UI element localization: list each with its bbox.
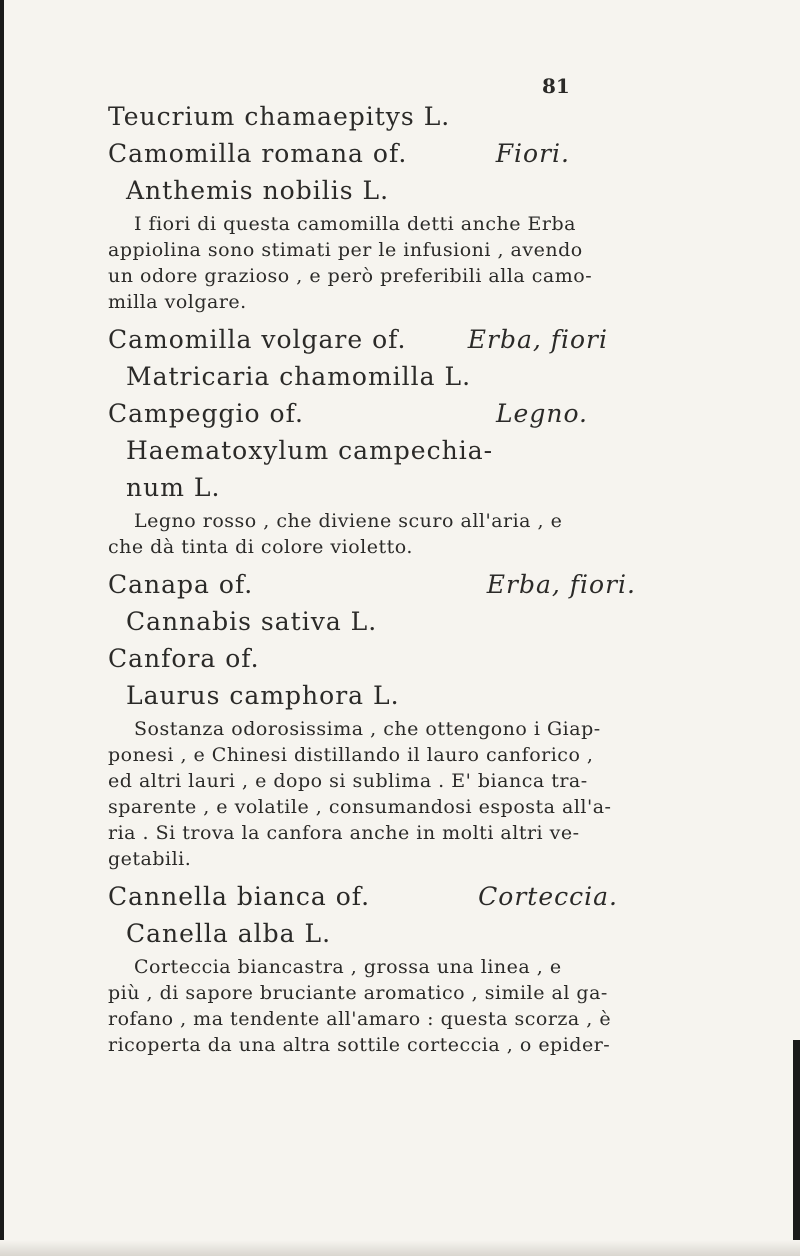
entry-subheading bbox=[108, 469, 628, 506]
entry-part: Corteccia. bbox=[478, 882, 618, 911]
entry-heading bbox=[108, 321, 628, 358]
text-line: Legno rosso , che diviene scuro all'aria , e bbox=[134, 510, 563, 532]
entry-heading bbox=[108, 566, 636, 603]
entry-name: Canfora of. bbox=[108, 644, 260, 673]
entry-subheading bbox=[108, 603, 628, 640]
entry-name: Cannella bianca of. bbox=[108, 882, 371, 911]
text-line: ricoperta da una altra sottile corteccia , o epider- bbox=[108, 1034, 611, 1056]
page-number: 81 bbox=[542, 74, 570, 98]
entry-heading bbox=[108, 395, 628, 432]
page-edge-left bbox=[0, 0, 4, 1256]
entry-part: Erba, fiori. bbox=[486, 570, 636, 599]
entry-subheading bbox=[108, 677, 628, 714]
entry-heading bbox=[108, 640, 628, 677]
page-bottom-shadow bbox=[0, 1240, 800, 1256]
text-line: più , di sapore bruciante aromatico , simile al ga- bbox=[108, 982, 608, 1004]
text-line: che dà tinta di colore violetto. bbox=[108, 536, 413, 558]
text-line: I fiori di questa camomilla detti anche Erba bbox=[134, 213, 576, 235]
entry-name: num L. bbox=[126, 473, 221, 502]
page-edge-right bbox=[793, 1040, 800, 1256]
page-content bbox=[108, 98, 636, 1064]
entry-name: Haematoxylum campechia- bbox=[126, 436, 494, 465]
text-line: milla volgare. bbox=[108, 291, 247, 313]
text-line: appiolina sono stimati per le infusioni , avendo bbox=[108, 239, 583, 261]
entry-subheading bbox=[108, 915, 628, 952]
entry-name: Camomilla romana of. bbox=[108, 139, 408, 168]
entry-heading bbox=[108, 878, 628, 915]
entry-name: Matricaria chamomilla L. bbox=[126, 362, 472, 391]
entry-name: Teucrium chamaepitys L. bbox=[108, 102, 451, 131]
paragraph-cannella bbox=[108, 954, 643, 1058]
entry-name: Canella alba L. bbox=[126, 919, 332, 948]
entry-name: Campeggio of. bbox=[108, 399, 304, 428]
text-line: ed altri lauri , e dopo si sublima . E' bianca tra- bbox=[108, 770, 588, 792]
entry-name: Laurus camphora L. bbox=[126, 681, 400, 710]
text-line: un odore grazioso , e però preferibili alla camo- bbox=[108, 265, 593, 287]
entry-name: Anthemis nobilis L. bbox=[126, 176, 390, 205]
entry-subheading bbox=[108, 358, 628, 395]
entry-subheading bbox=[108, 172, 628, 209]
entry-heading bbox=[108, 135, 628, 172]
entry-name: Canapa of. bbox=[108, 570, 254, 599]
entry-part: Legno. bbox=[495, 399, 588, 428]
entry-subheading bbox=[108, 432, 628, 469]
text-line: sparente , e volatile , consumandosi esposta all'a- bbox=[108, 796, 612, 818]
text-line: ria . Si trova la canfora anche in molti altri ve- bbox=[108, 822, 580, 844]
text-line: Sostanza odorosissima , che ottengono i Giap- bbox=[134, 718, 601, 740]
entry-part: Fiori. bbox=[495, 139, 570, 168]
paragraph-camomilla bbox=[108, 211, 643, 315]
text-line: ponesi , e Chinesi distillando il lauro canforico , bbox=[108, 744, 594, 766]
text-line: getabili. bbox=[108, 848, 192, 870]
entry-name: Cannabis sativa L. bbox=[126, 607, 378, 636]
text-line: rofano , ma tendente all'amaro : questa scorza , è bbox=[108, 1008, 612, 1030]
entry-part: Erba, fiori bbox=[467, 325, 608, 354]
paragraph-campeggio bbox=[108, 508, 643, 560]
entry-heading bbox=[108, 98, 628, 135]
entry-name: Camomilla volgare of. bbox=[108, 325, 407, 354]
text-line: Corteccia biancastra , grossa una linea , e bbox=[134, 956, 562, 978]
paragraph-canfora bbox=[108, 716, 643, 872]
